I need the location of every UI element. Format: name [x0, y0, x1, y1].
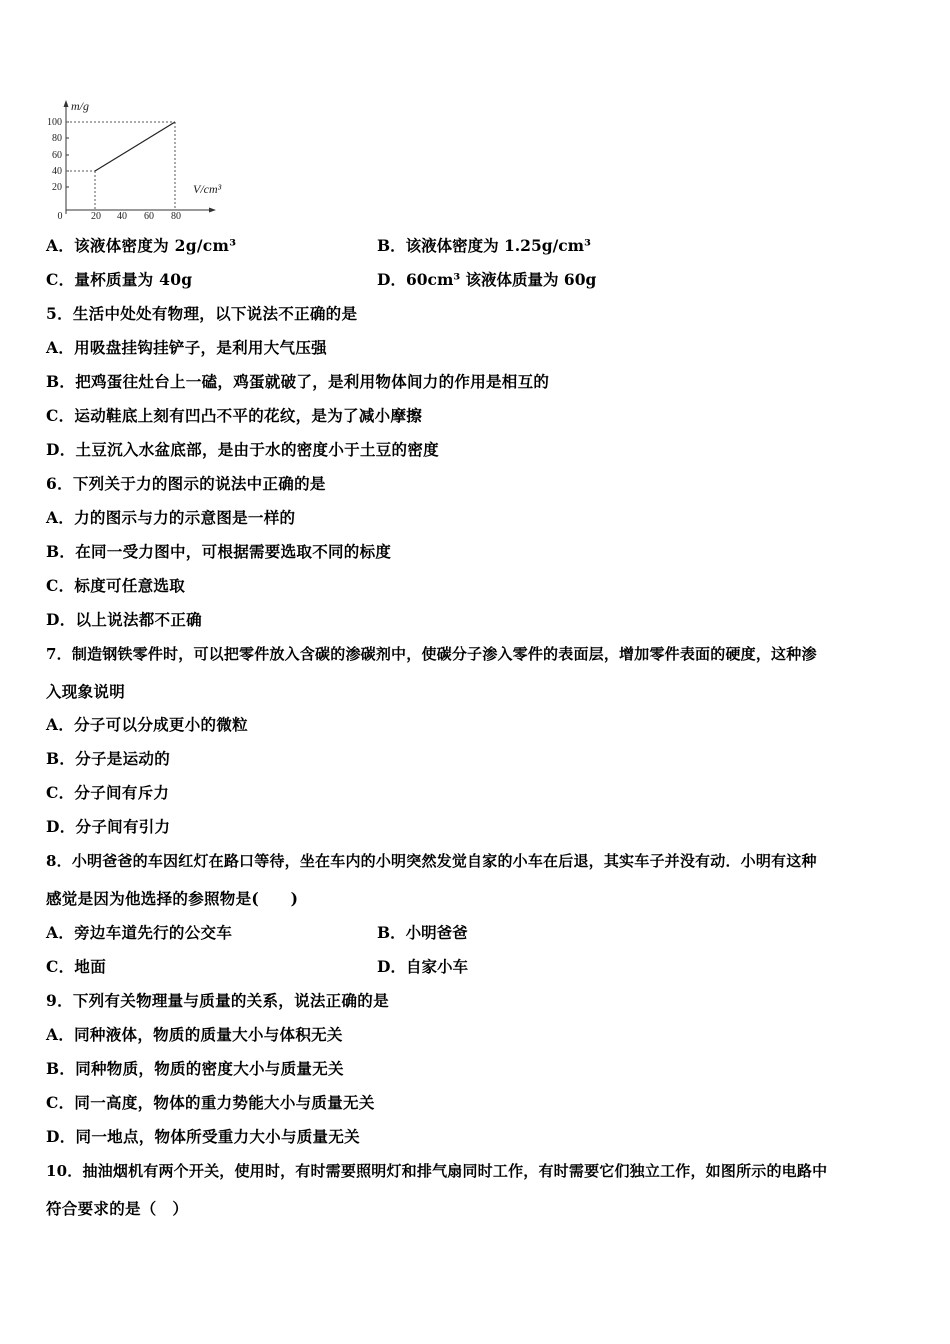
q4-option-b: B．该液体密度为 1.25g/cm³ — [377, 236, 591, 255]
x-axis-label: V/cm³ — [193, 182, 222, 196]
q6-stem: 6．下列关于力的图示的说法中正确的是 — [46, 474, 326, 493]
x-tick-label: 40 — [117, 211, 127, 222]
y-tick-label: 100 — [47, 117, 62, 128]
q6-option-b: B．在同一受力图中，可根据需要选取不同的标度 — [46, 542, 392, 561]
q4-option-a: A．该液体密度为 2g/cm³ — [46, 236, 237, 255]
q5-stem: 5．生活中处处有物理，以下说法不正确的是 — [46, 304, 358, 323]
q8-stem-line2: 感觉是因为他选择的参照物是( ) — [46, 889, 299, 908]
q9-option-d: D．同一地点，物体所受重力大小与质量无关 — [46, 1127, 360, 1146]
y-tick-label: 20 — [52, 182, 62, 193]
x-tick-label: 60 — [144, 211, 154, 222]
q9-option-c: C．同一高度，物体的重力势能大小与质量无关 — [46, 1093, 375, 1112]
dashed-guides — [66, 122, 175, 210]
q7-option-b: B．分子是运动的 — [46, 749, 171, 768]
q6-option-a: A．力的图示与力的示意图是一样的 — [46, 508, 296, 527]
q7-option-a: A．分子可以分成更小的微粒 — [46, 715, 248, 734]
q6-option-d: D．以上说法都不正确 — [46, 610, 202, 629]
x-axis-arrow — [209, 208, 216, 213]
q5-option-c: C．运动鞋底上刻有凹凸不平的花纹，是为了减小摩擦 — [46, 406, 423, 425]
q7-stem-line1: 7．制造钢铁零件时，可以把零件放入含碳的渗碳剂中，使碳分子渗入零件的表面层，增加零件表面的硬度，这种渗 — [46, 645, 817, 663]
y-tick-label: 60 — [52, 150, 62, 161]
origin-label: 0 — [57, 211, 63, 222]
x-tick-label: 80 — [171, 211, 181, 222]
mass-volume-graph — [40, 98, 240, 223]
q7-option-c: C．分子间有斥力 — [46, 783, 170, 802]
x-tick-label: 20 — [91, 211, 101, 222]
y-tick-label: 80 — [52, 133, 62, 144]
q10-stem-line1: 10．抽油烟机有两个开关，使用时，有时需要照明灯和排气扇同时工作，有时需要它们独立工作，如图所示的电路中 — [46, 1162, 828, 1180]
q8-option-a: A．旁边车道先行的公交车 — [46, 923, 233, 942]
q4-option-c: C．量杯质量为 40g — [46, 270, 193, 289]
q5-option-a: A．用吸盘挂钩挂铲子，是利用大气压强 — [46, 338, 327, 357]
q4-option-d: D．60cm³ 该液体质量为 60g — [377, 270, 597, 289]
y-axis-label: m/g — [71, 99, 89, 113]
q8-option-c: C．地面 — [46, 957, 107, 976]
q8-option-d: D．自家小车 — [377, 957, 468, 976]
q5-option-b: B．把鸡蛋往灶台上一磕，鸡蛋就破了，是利用物体间力的作用是相互的 — [46, 372, 550, 391]
q9-option-b: B．同种物质，物质的密度大小与质量无关 — [46, 1059, 344, 1078]
q7-option-d: D．分子间有引力 — [46, 817, 171, 836]
q6-option-c: C．标度可任意选取 — [46, 576, 186, 595]
q7-stem-line2: 入现象说明 — [46, 682, 126, 701]
q9-option-a: A．同种液体，物质的质量大小与体积无关 — [46, 1025, 343, 1044]
q8-stem-line1: 8．小明爸爸的车因红灯在路口等待，坐在车内的小明突然发觉自家的小车在后退，其实车子并没有动．小明有这种 — [46, 852, 817, 870]
q8-option-b: B．小明爸爸 — [377, 923, 468, 942]
q10-stem-line2: 符合要求的是（ ） — [46, 1199, 189, 1218]
data-line — [95, 122, 175, 171]
y-tick-label: 40 — [52, 166, 62, 177]
q9-stem: 9．下列有关物理量与质量的关系，说法正确的是 — [46, 991, 389, 1010]
q5-option-d: D．土豆沉入水盆底部，是由于水的密度小于土豆的密度 — [46, 440, 439, 459]
y-axis-arrow — [64, 100, 69, 107]
